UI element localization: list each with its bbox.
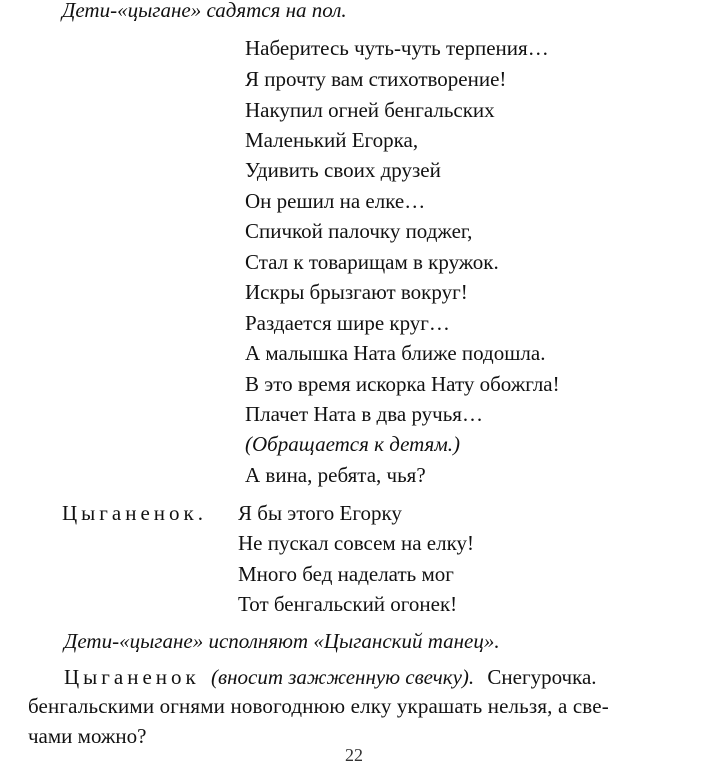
page-number: 22: [345, 745, 363, 765]
speaker-stage-direction: (вносит зажженную свечку).: [210, 665, 475, 689]
stage-direction-dance: Дети-«цыгане» исполняют «Цыганский танец».: [64, 629, 500, 653]
poem-line: Я бы этого Егорку: [238, 501, 402, 525]
speaker-name: Цыганенок: [64, 665, 200, 689]
poem-line: А малышка Ната ближе подошла.: [245, 341, 546, 365]
poem-line: Искры брызгают вокруг!: [245, 280, 468, 304]
poem-line: Удивить своих друзей: [245, 158, 441, 182]
stage-direction-sit: Дети-«цыгане» садятся на пол.: [62, 0, 347, 22]
poem-line: В это время искорка Нату обожгла!: [245, 372, 560, 396]
poem-line: Наберитесь чуть-чуть терпения…: [245, 36, 549, 60]
poem-line: Тот бенгальский огонек!: [238, 592, 458, 616]
poem-stage-direction: (Обращается к детям.): [245, 432, 460, 456]
poem-line: А вина, ребята, чья?: [245, 463, 426, 487]
poem-line: Много бед наделать мог: [238, 562, 454, 586]
prose-text: Снегурочка.: [487, 665, 597, 689]
speaker-name: Цыганенок.: [62, 501, 207, 525]
prose-line: бенгальскими огнями новогоднюю елку украшать нельзя, а све-: [28, 694, 609, 718]
poem-line: Маленький Егорка,: [245, 128, 419, 152]
poem-line: Стал к товарищам в кружок.: [245, 250, 499, 274]
poem-line: Плачет Ната в два ручья…: [245, 402, 483, 426]
poem-line: Он решил на елке…: [245, 189, 426, 213]
poem-line: Накупил огней бенгальских: [245, 98, 495, 122]
poem-line: Раздается шире круг…: [245, 311, 450, 335]
prose-line: чами можно?: [28, 724, 147, 748]
prose-line: [64, 664, 597, 690]
poem-line: Не пускал совсем на елку!: [238, 531, 474, 555]
poem-line: Спичкой палочку поджег,: [245, 219, 473, 243]
poem-line: Я прочту вам стихотворение!: [245, 67, 507, 91]
